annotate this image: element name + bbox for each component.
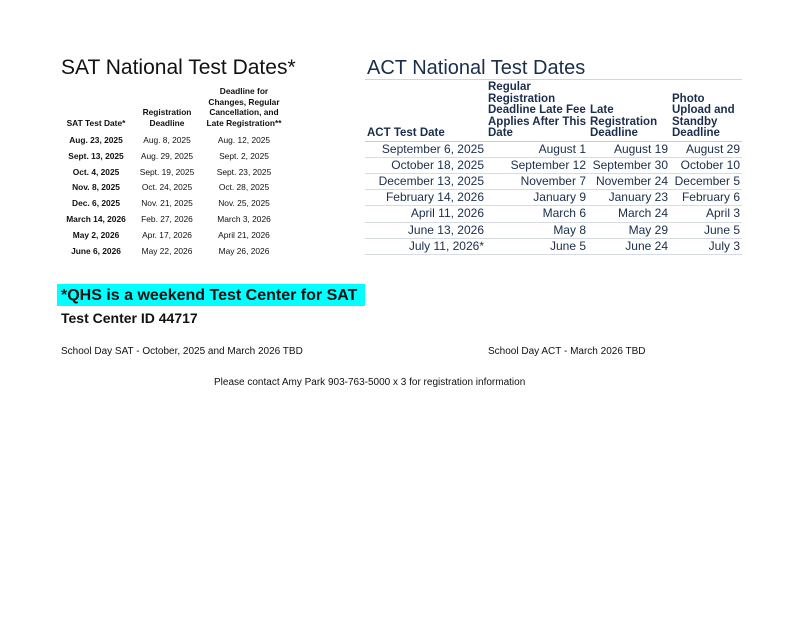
- act-photo-deadline-cell: February 6: [670, 190, 742, 206]
- act-test-date-cell: April 11, 2026: [365, 206, 486, 222]
- act-late-deadline-cell: November 24: [588, 173, 670, 189]
- act-photo-deadline-cell: October 10: [670, 157, 742, 173]
- sat-late-deadline-cell: Sept. 23, 2025: [216, 166, 272, 177]
- sat-test-date-cell: Oct. 4, 2025: [72, 166, 120, 177]
- sat-table-row: [61, 133, 285, 149]
- sat-registration-deadline-cell: Feb. 27, 2026: [141, 213, 193, 224]
- sat-late-deadline-cell: May 26, 2026: [218, 245, 270, 256]
- act-test-date-cell: February 14, 2026: [365, 190, 486, 206]
- sat-table-row: [61, 212, 285, 228]
- sat-header-test-date: SAT Test Date*: [66, 117, 126, 128]
- act-title-divider: [365, 79, 742, 80]
- act-table-row: [365, 222, 742, 238]
- sat-registration-deadline-cell: Aug. 8, 2025: [143, 135, 191, 145]
- sat-registration-deadline-cell: Aug. 29, 2025: [140, 150, 194, 161]
- test-center-id: Test Center ID 44717: [61, 310, 198, 326]
- sat-header-row: [61, 86, 285, 133]
- sat-test-date-cell: Nov. 8, 2025: [72, 182, 120, 193]
- sat-test-date-cell: Sept. 13, 2025: [68, 150, 124, 161]
- act-header-test-date: ACT Test Date: [365, 82, 486, 141]
- act-photo-deadline-cell: July 3: [670, 238, 742, 254]
- sat-table-row: [61, 196, 285, 212]
- sat-test-date-cell: June 6, 2026: [71, 245, 121, 256]
- act-table-row: [365, 238, 742, 254]
- act-table-row: [365, 157, 742, 173]
- sat-table-row: [61, 180, 285, 196]
- sat-test-date-cell: Dec. 6, 2025: [72, 198, 120, 209]
- act-regular-deadline-cell: March 6: [486, 206, 588, 222]
- weekend-center-note: *QHS is a weekend Test Center for SAT: [61, 287, 358, 304]
- sat-late-deadline-cell: March 3, 2026: [217, 213, 271, 224]
- act-late-deadline-cell: January 23: [588, 190, 670, 206]
- act-table-row: [365, 173, 742, 189]
- act-table-row: [365, 141, 742, 157]
- act-regular-deadline-cell: August 1: [486, 141, 588, 157]
- act-photo-deadline-cell: April 3: [670, 206, 742, 222]
- sat-registration-deadline-cell: Oct. 24, 2025: [141, 182, 193, 193]
- sat-table-row: [61, 228, 285, 244]
- act-school-day-note: School Day ACT - March 2026 TBD: [488, 346, 646, 357]
- sat-registration-deadline-cell: Sept. 19, 2025: [139, 166, 195, 177]
- act-photo-deadline-cell: June 5: [670, 222, 742, 238]
- act-header-photo-deadline: Photo Upload and Standby Deadline: [670, 82, 742, 141]
- sat-title: SAT National Test Dates*: [61, 56, 296, 79]
- sat-late-deadline-cell: Sept. 2, 2025: [219, 150, 269, 161]
- act-late-deadline-cell: March 24: [588, 206, 670, 222]
- act-late-deadline-cell: June 24: [588, 238, 670, 254]
- act-test-date-cell: July 11, 2026*: [365, 238, 486, 254]
- sat-header-registration-deadline: Registration Deadline: [142, 107, 192, 128]
- act-regular-deadline-cell: September 12: [486, 157, 588, 173]
- act-photo-deadline-cell: December 5: [670, 173, 742, 189]
- sat-late-deadline-cell: Oct. 28, 2025: [218, 182, 270, 193]
- sat-school-day-note: School Day SAT - October, 2025 and March 2026 TBD: [61, 346, 303, 357]
- act-test-date-cell: October 18, 2025: [365, 157, 486, 173]
- act-late-deadline-cell: September 30: [588, 157, 670, 173]
- sat-late-deadline-cell: April 21, 2026: [218, 229, 270, 240]
- sat-test-date-cell: Aug. 23, 2025: [69, 135, 123, 145]
- act-header-row: [365, 82, 742, 141]
- sat-registration-deadline-cell: Nov. 21, 2025: [141, 198, 193, 209]
- act-regular-deadline-cell: January 9: [486, 190, 588, 206]
- act-late-deadline-cell: May 29: [588, 222, 670, 238]
- act-regular-deadline-cell: June 5: [486, 238, 588, 254]
- act-test-date-cell: June 13, 2026: [365, 222, 486, 238]
- sat-late-deadline-cell: Nov. 25, 2025: [218, 198, 270, 209]
- act-table-row: [365, 206, 742, 222]
- sat-late-deadline-cell: Aug. 12, 2025: [217, 135, 271, 145]
- contact-note: Please contact Amy Park 903-763-5000 x 3 for registration information: [214, 377, 526, 388]
- sat-test-date-cell: May 2, 2026: [72, 229, 120, 240]
- sat-table-row: [61, 244, 285, 260]
- act-late-deadline-cell: August 19: [588, 141, 670, 157]
- sat-table-row: [61, 165, 285, 181]
- act-test-date-cell: September 6, 2025: [365, 141, 486, 157]
- sat-dates-table: [61, 86, 285, 259]
- act-regular-deadline-cell: May 8: [486, 222, 588, 238]
- act-title: ACT National Test Dates: [367, 57, 586, 79]
- act-header-late-deadline: Late Registration Deadline: [588, 82, 670, 141]
- sat-test-date-cell: March 14, 2026: [66, 213, 126, 224]
- sat-table-row: [61, 149, 285, 165]
- act-dates-table: [365, 82, 742, 255]
- sat-registration-deadline-cell: May 22, 2026: [141, 245, 193, 256]
- sat-registration-deadline-cell: Apr. 17, 2026: [142, 229, 192, 240]
- act-test-date-cell: December 13, 2025: [365, 173, 486, 189]
- act-table-row: [365, 190, 742, 206]
- act-regular-deadline-cell: November 7: [486, 173, 588, 189]
- act-header-regular-deadline: Regular Registration Deadline Late Fee Applies After This Date: [486, 82, 588, 141]
- act-photo-deadline-cell: August 29: [670, 141, 742, 157]
- sat-header-late-deadline: Deadline for Changes, Regular Cancellation, and Late Registration**: [206, 86, 282, 128]
